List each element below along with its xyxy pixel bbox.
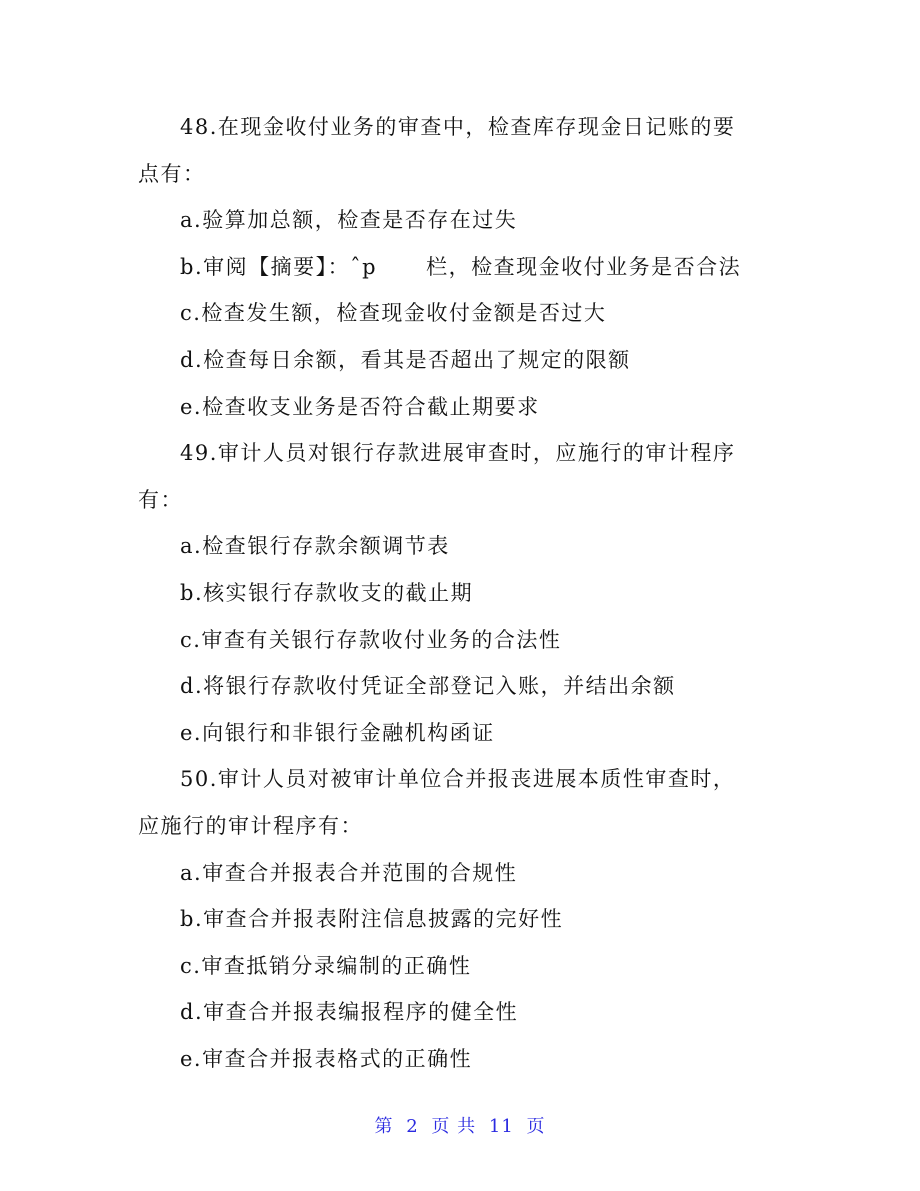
option-e: e.向银行和非银行金融机构函证 [180,720,495,745]
question-50 [138,756,788,1082]
footer-current-page: 2 [406,1116,419,1137]
option-a: a.审查合并报表合并范围的合规性 [180,860,518,885]
question-stem-line-2: 应施行的审计程序有： [138,813,363,838]
question-stem-line-2: 有： [138,487,183,512]
option-a: a.验算加总额，检查是否存在过失 [180,208,518,233]
option-e: e.审查合并报表格式的正确性 [180,1046,473,1071]
option-c: c.检查发生额，检查现金收付金额是否过大 [180,301,607,326]
option-b: b.核实银行存款收支的截止期 [180,580,474,605]
question-stem-line-2: 点有： [138,161,206,186]
option-e: e.检查收支业务是否符合截止期要求 [180,394,540,419]
option-a: a.检查银行存款余额调节表 [180,534,450,559]
question-stem-line-1: 50.审计人员对被审计单位合并报丧进展本质性审查时， [180,767,736,792]
option-c: c.审查有关银行存款收付业务的合法性 [180,627,562,652]
question-stem-line-1: 48.在现金收付业务的审查中，检查库存现金日记账的要 [180,115,736,139]
footer-prefix: 第 [374,1116,394,1137]
question-stem-line-1: 49.审计人员对银行存款进展审查时，应施行的审计程序 [180,441,736,466]
footer-mid: 页 共 [431,1116,477,1137]
footer-suffix: 页 [526,1116,546,1137]
option-c: c.审查抵销分录编制的正确性 [180,953,472,978]
page-footer [0,1112,920,1138]
option-d: d.将银行存款收付凭证全部登记入账，并结出余额 [180,674,676,699]
footer-total-pages: 11 [488,1116,514,1137]
question-49 [138,430,788,756]
question-48 [138,104,788,430]
option-d: d.审查合并报表编报程序的健全性 [180,1000,519,1025]
option-b: b.审查合并报表附注信息披露的完好性 [180,907,564,932]
option-b: b.审阅【摘要】：ˆp 栏，检查现金收付业务是否合法 [180,254,742,279]
option-d: d.检查每日余额，看其是否超出了规定的限额 [180,347,631,372]
question-list [138,104,788,1082]
